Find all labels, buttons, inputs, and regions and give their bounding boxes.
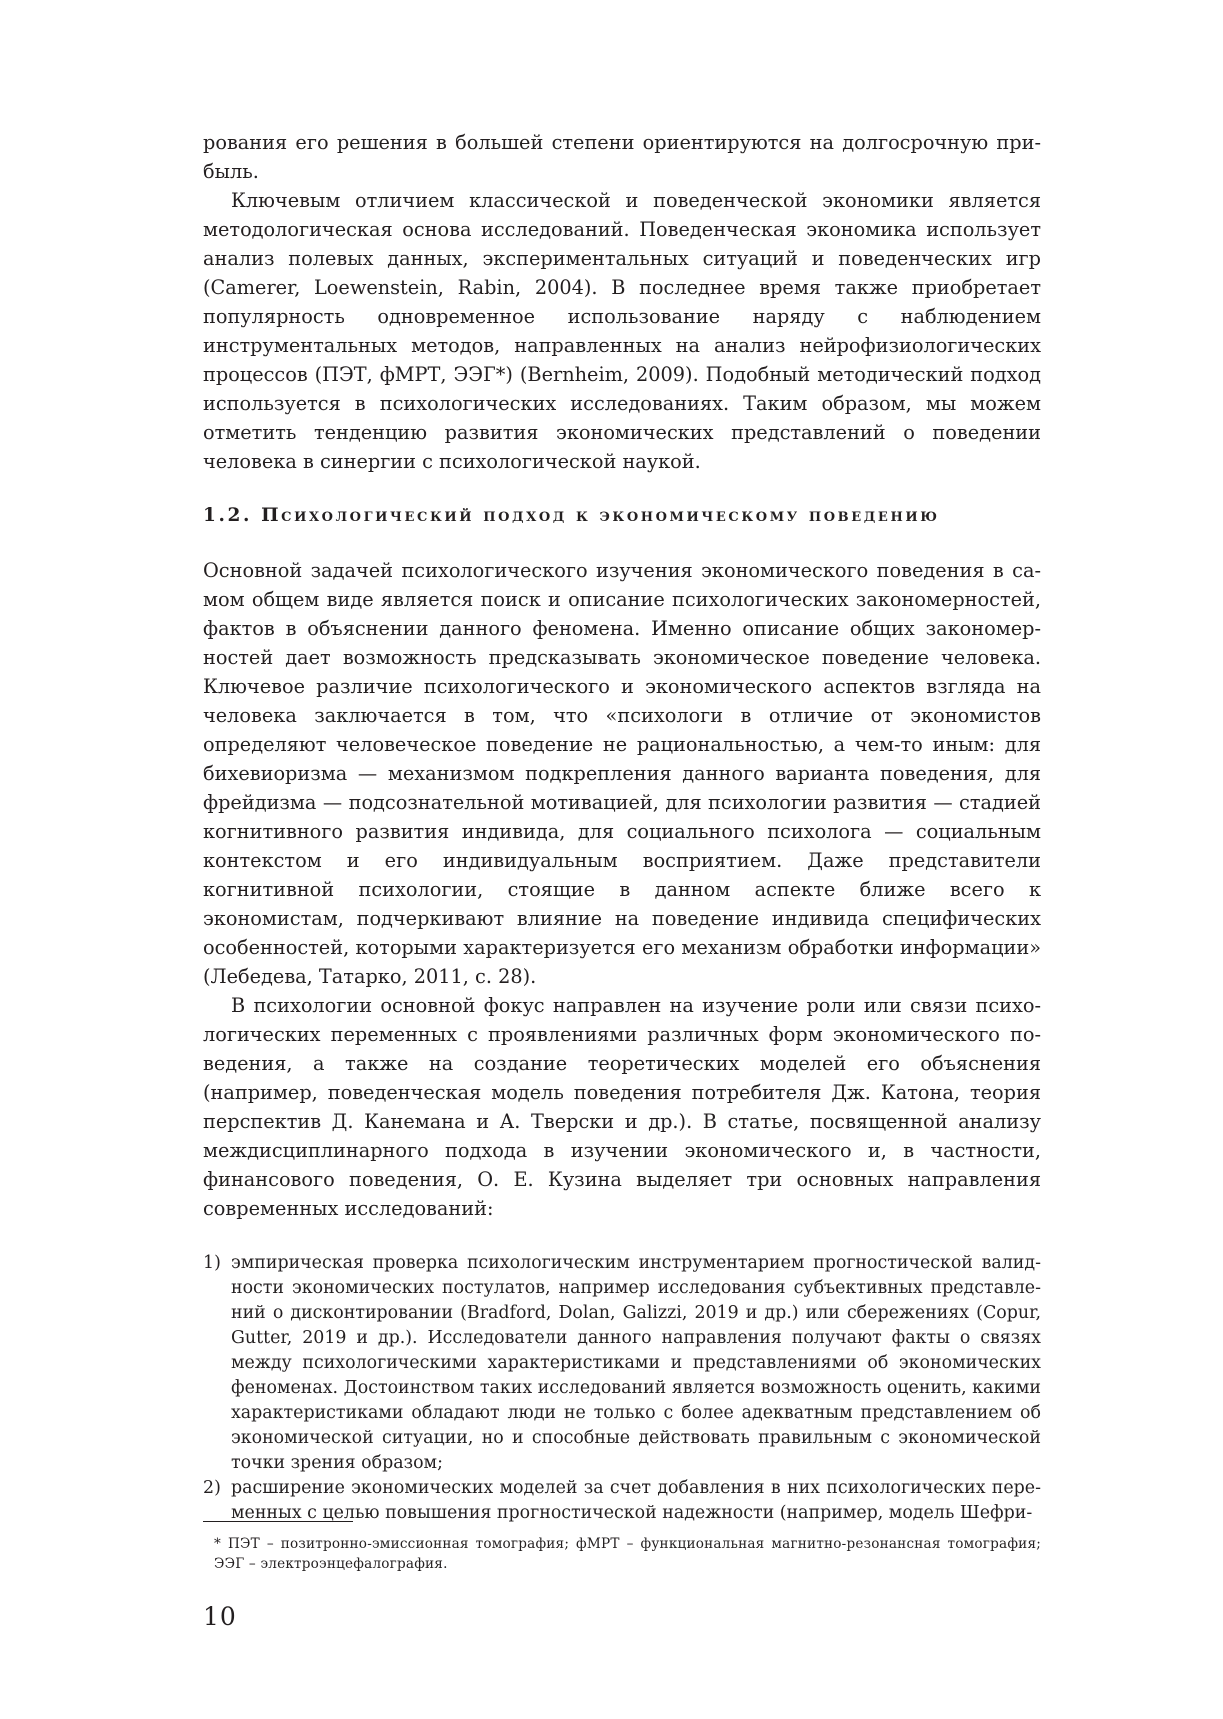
paragraph-psychological-task: Основной задачей психологического изучения экономического поведения в самом общем виде является поиск и описание психологических закономерностей, фактов в объяснении данного феномена. Именно описание общих закономерностей дает возможность предсказывать экономическое поведение человека. Ключевое различие психологического и экономического аспектов взгляда на человека заключается в том, что «психологи в отличие от экономистов определяют человеческое поведение не рациональностью, а чем-то иным: для бихевиоризма — механизмом подкрепления данного варианта поведения, для фрейдизма — подсознательной мотивацией, для психологии развития — стадией когнитивного развития индивида, для социального психолога — социальным контекстом и его индивидуальным восприятием. Даже представители когнитивной психологии, стоящие в данном аспекте ближе всего к экономистам, подчеркивают влияние на поведение индивида специфических особенностей, которыми характеризуется его механизм обработки информации» (Лебедева, Татарко, 2011, с. 28). [203,559,1041,988]
footnote-divider [203,1521,353,1522]
footnote: * ПЭТ – позитронно-эмиссионная томография; фМРТ – функциональная магнитно-резонансная томография; ЭЭГ – электроэнцефалография. [214,1536,1041,1572]
list-item-text: эмпирическая проверка психологическим инструментарием прогностической валидности экономических постулатов, например исследования субъективных представлений о дисконтировании (Bradford, Dolan, Galizzi, 2019 и др.) или сбережениях (Copur, Gutter, 2019 и др.). Исследователи данного направления получают факты о связях между психологическими характеристиками и представлениями об экономических феноменах. Достоинством таких исследований является возможность оценить, какими характеристиками обладают люди не только с более адекватным представлением об экономической ситуации, но и способные действовать правильным с экономической точки зрения образом; [231,1253,1041,1473]
paragraph-psychology-focus: В психологии основной фокус направлен на изучение роли или связи психологических переменных с проявлениями различных форм экономического поведения, а также на создание теоретических моделей его объяснения (например, поведенческая модель поведения потребителя Дж. Катона, теория перспектив Д. Канемана и А. Тверски и др.). В статье, посвященной анализу междисциплинарного подхода в изучении экономического и, в частности, финансового поведения, О. Е. Кузина выделяет три основных направления современных исследований: [203,994,1041,1220]
research-directions-list [203,1251,1041,1526]
list-marker: 2) [203,1478,221,1498]
list-item [203,1476,1041,1526]
list-item [203,1251,1041,1476]
paragraph-continuation: рования его решения в большей степени ориентируются на долгосрочную прибыль. [203,131,1041,183]
paragraph-methodology: Ключевым отличием классической и поведенческой экономики является методологическая основа исследований. Поведенческая экономика использует анализ полевых данных, экспериментальных ситуаций и поведенческих игр (Camerer, Loewenstein, Rabin, 2004). В последнее время также приобретает популярность одновременное использование наряду с наблюдением инструментальных методов, направленных на анализ нейрофизиологических процессов (ПЭТ, фМРТ, ЭЭГ*) (Bernheim, 2009). Подобный методический подход используется в психологических исследованиях. Таким образом, мы можем отметить тенденцию развития экономических представлений о поведении человека в синергии с психологической наукой. [203,189,1041,473]
page-content [203,128,1041,1526]
list-marker: 1) [203,1253,221,1273]
page-number: 10 [203,1602,237,1631]
list-item-text: расширение экономических моделей за счет добавления в них психологических переменных с целью повышения прогностической надежности (например, модель Шефри- [231,1478,1041,1523]
section-heading: 1.2. Психологический подход к экономическому поведению [203,505,940,526]
